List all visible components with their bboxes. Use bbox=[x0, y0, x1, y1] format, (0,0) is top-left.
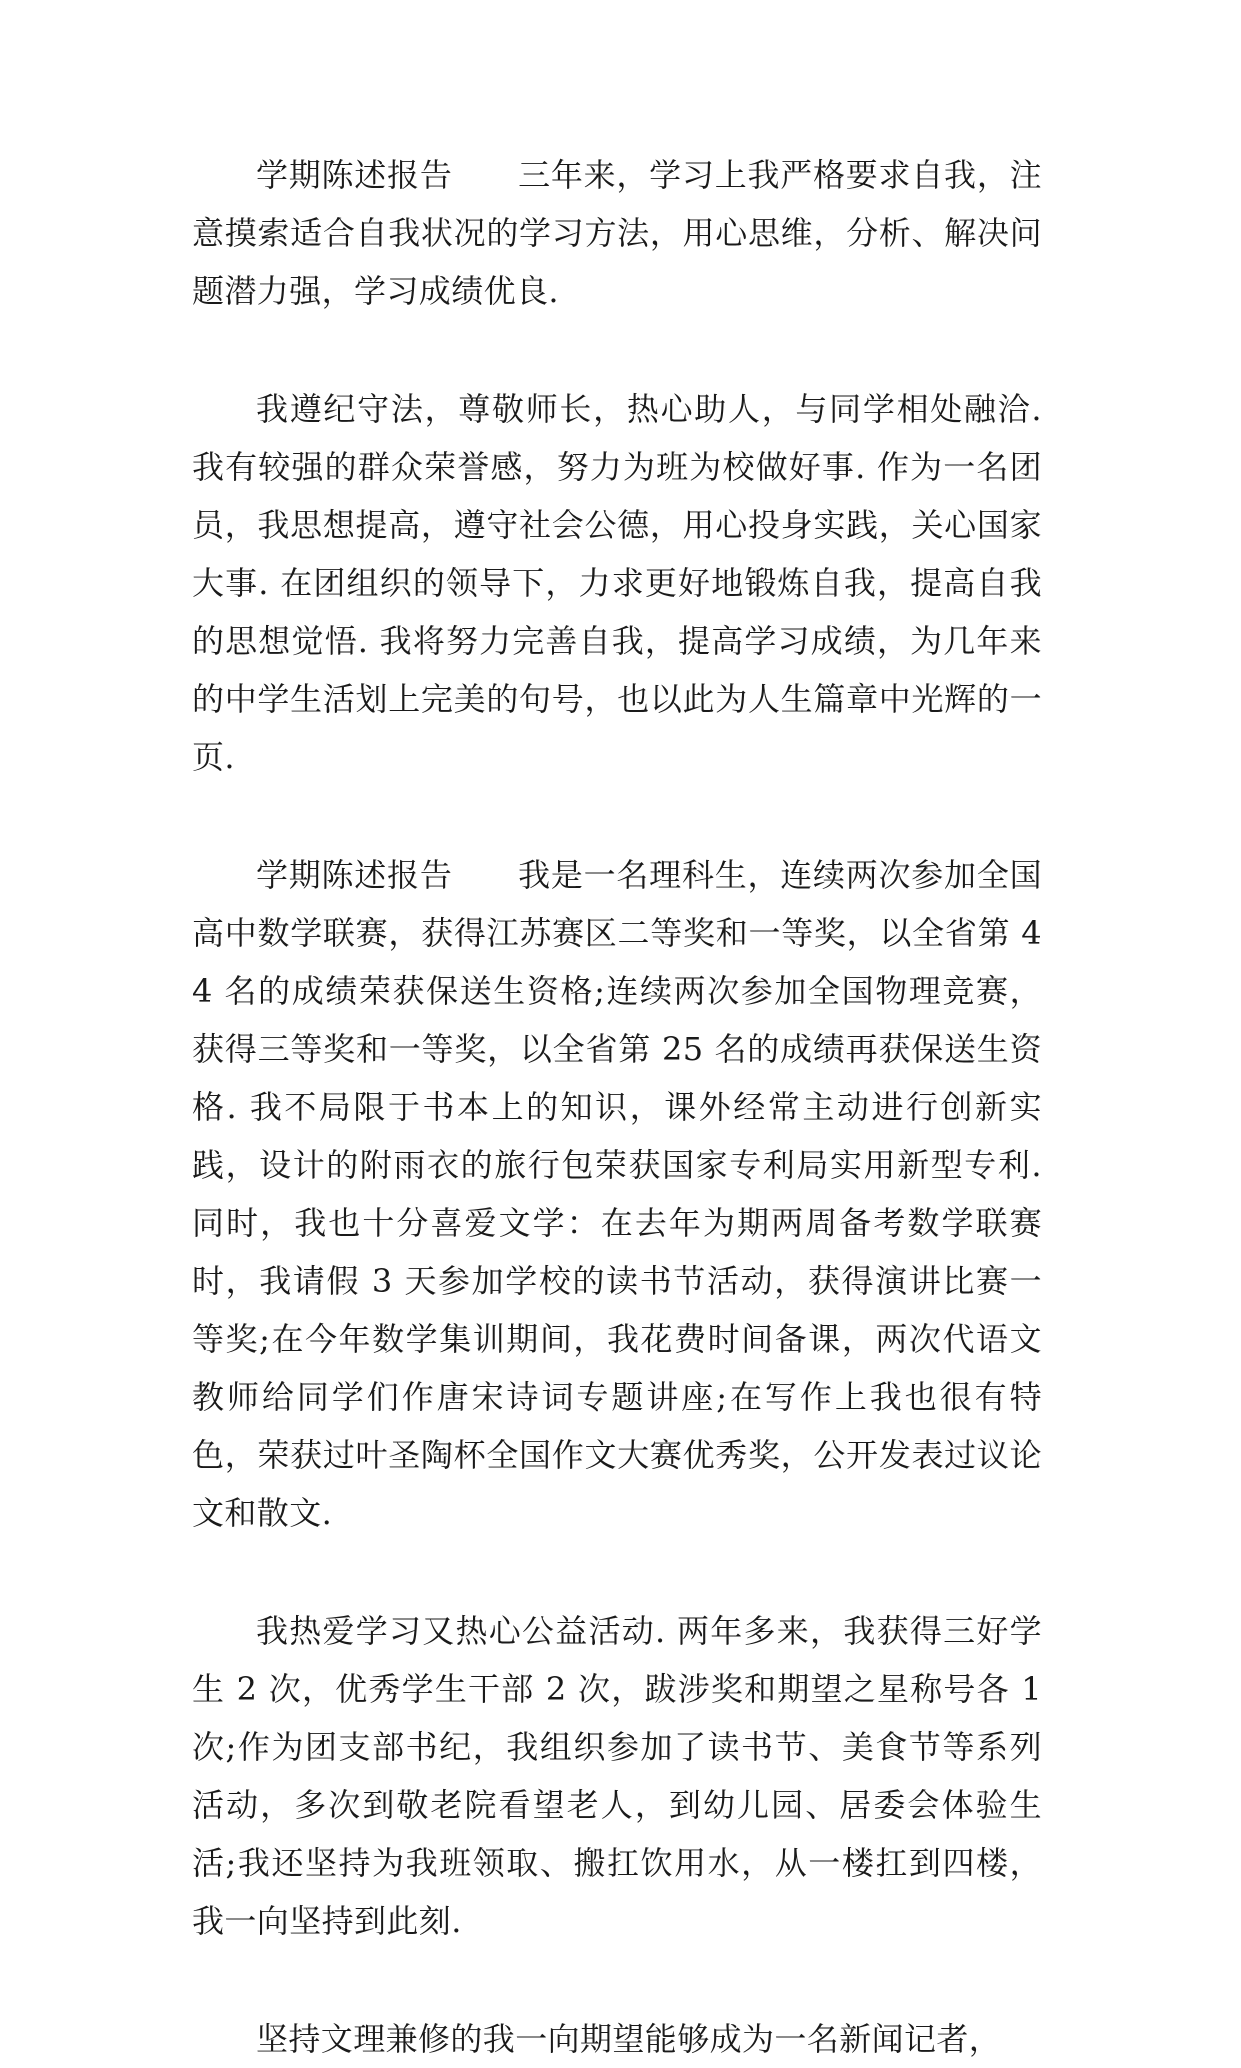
paragraph-4: 我热爱学习又热心公益活动. 两年多来，我获得三好学生 2 次，优秀学生干部 2 次，跋涉奖和期望之星称号各 1 次;作为团支部书纪，我组织参加了读书节、美食节等系列活动，多次到敬老院看望老人，到幼儿园、居委会体验生活;我还坚持为我班领取、搬扛饮用水，从一楼扛到四楼，我一向坚持到此刻. bbox=[192, 1612, 1042, 1940]
paragraph-1: 学期陈述报告 三年来，学习上我严格要求自我，注意摸索适合自我状况的学习方法，用心思维，分析、解决问题潜力强，学习成绩优良. bbox=[192, 156, 1042, 310]
paragraph-2: 我遵纪守法，尊敬师长，热心助人，与同学相处融洽.我有较强的群众荣誉感，努力为班为校做好事. 作为一名团员，我思想提高，遵守社会公德，用心投身实践，关心国家大事. 在团组织的领导下，力求更好地锻炼自我，提高自我的思想觉悟. 我将努力完善自我，提高学习成绩，为几年来的中学生活划上完美的句号，也以此为人生篇章中光辉的一页. bbox=[192, 390, 1042, 776]
paragraph-5: 坚持文理兼修的我一向期望能够成为一名新闻记者， bbox=[256, 2020, 1002, 2058]
document-body bbox=[192, 146, 1042, 2068]
paragraph-3: 学期陈述报告 我是一名理科生，连续两次参加全国高中数学联赛，获得江苏赛区二等奖和一等奖，以全省第 44 名的成绩荣获保送生资格;连续两次参加全国物理竞赛，获得三等奖和一等奖，以全省第 25 名的成绩再获保送生资格. 我不局限于书本上的知识，课外经常主动进行创新实践，设计的附雨衣的旅行包荣获国家专利局实用新型专利. 同时，我也十分喜爱文学：在去年为期两周备考数学联赛时，我请假 3 天参加学校的读书节活动，获得演讲比赛一等奖;在今年数学集训期间，我花费时间备课，两次代语文教师给同学们作唐宋诗词专题讲座;在写作上我也很有特色，荣获过叶圣陶杯全国作文大赛优秀奖，公开发表过议论文和散文. bbox=[192, 856, 1042, 1532]
